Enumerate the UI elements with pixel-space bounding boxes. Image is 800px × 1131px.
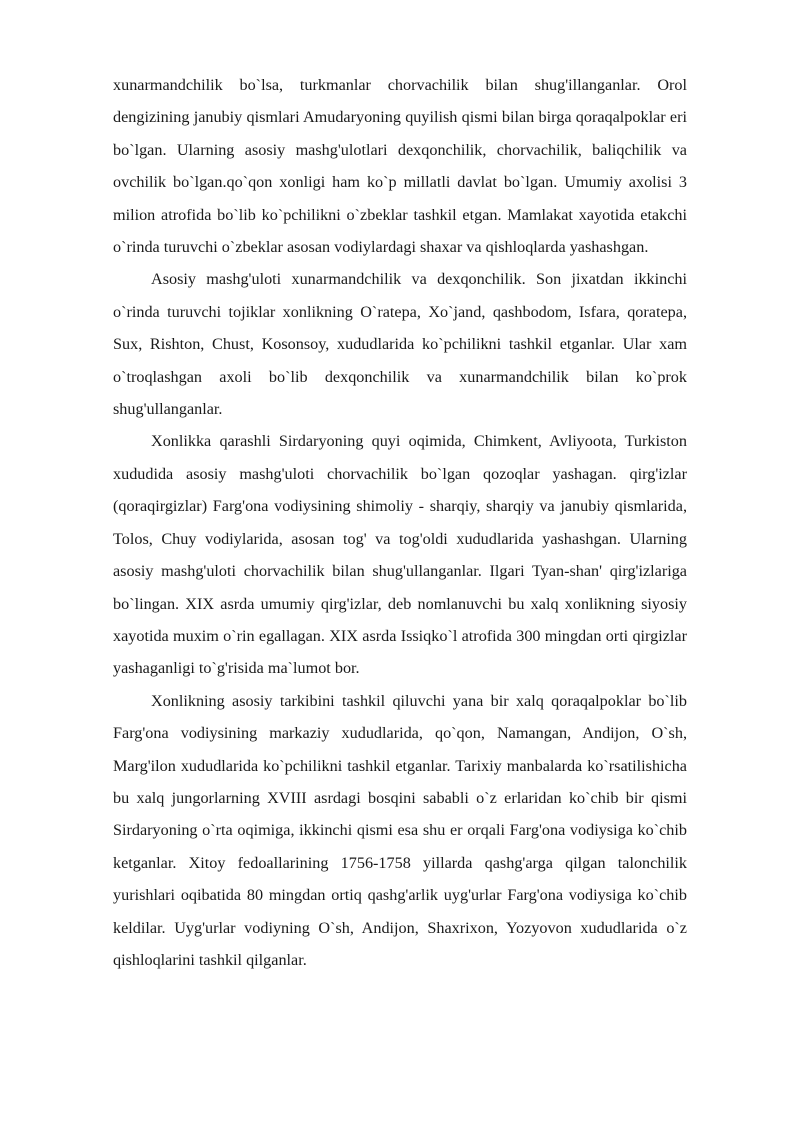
- paragraph-1: xunarmandchilik bo`lsa, turkmanlar chorvachilik bilan shug'illanganlar. Orol dengizining janubiy qismlari Amudaryoning quyilish qismi bilan birga qoraqalpoklar eri bo`lgan. Ularning asosiy mashg'ulotlari dexqonchilik, chorvachilik, baliqchilik va ovchilik bo`lgan.qo`qon xonligi ham ko`p millatli davlat bo`lgan. Umumiy axolisi 3 milion atrofida bo`lib ko`pchilikni o`zbeklar tashkil etgan. Mamlakat xayotida etakchi o`rinda turuvchi o`zbeklar asosan vodiylardagi shaxar va qishloqlarda yashashgan.: [113, 76, 687, 257]
- document-page: [113, 69, 687, 976]
- paragraph-4: Xonlikning asosiy tarkibini tashkil qiluvchi yana bir xalq qoraqalpoklar bo`lib Farg'ona vodiysining markaziy xududlarida, qo`qon, Namangan, Andijon, O`sh, Marg'ilon xududlarida ko`pchilikni tashkil etganlar. Tarixiy manbalarda ko`rsatilishicha bu xalq jungorlarning XVIII asrdagi bosqini sababli o`z erlaridan ko`chib bir qismi Sirdaryoning o`rta oqimiga, ikkinchi qismi esa shu er orqali Farg'ona vodiysiga ko`chib ketganlar. Xitoy fedoallarining 1756-1758 yillarda qashg'arga qilgan talonchilik yurishlari oqibatida 80 mingdan ortiq qashg'arlik uyg'urlar Farg'ona vodiysiga ko`chib keldilar. Uyg'urlar vodiyning O`sh, Andijon, Shaxrixon, Yozyovon xududlarida o`z qishloqlarini tashkil qilganlar.: [113, 691, 687, 969]
- paragraph-2: Asosiy mashg'uloti xunarmandchilik va dexqonchilik. Son jixatdan ikkinchi o`rinda turuvchi tojiklar xonlikning O`ratepa, Xo`jand, qashbodom, Isfara, qoratepa, Sux, Rishton, Chust, Kosonsoy, xududlarida ko`pchilikni tashkil etganlar. Ular xam o`troqlashgan axoli bo`lib dexqonchilik va xunarmandchilik bilan ko`prok shug'ullanganlar.: [113, 270, 687, 419]
- paragraph-3: Xonlikka qarashli Sirdaryoning quyi oqimida, Chimkent, Avliyoota, Turkiston xududida asosiy mashg'uloti chorvachilik bo`lgan qozoqlar yashagan. qirg'izlar (qoraqirgizlar) Farg'ona vodiysining shimoliy - sharqiy, sharqiy va janubiy qismlarida, Tolos, Chuy vodiylarida, asosan tog' va tog'oldi xududlarida yashashgan. Ularning asosiy mashg'uloti chorvachilik bilan shug'ullanganlar. Ilgari Tyan-shan' qirg'izlariga bo`lingan. XIX asrda umumiy qirg'izlar, deb nomlanuvchi bu xalq xonlikning siyosiy xayotida muxim o`rin egallagan. XIX asrda Issiqko`l atrofida 300 mingdan orti qirgizlar yashaganligi to`g'risida ma`lumot bor.: [113, 432, 687, 678]
